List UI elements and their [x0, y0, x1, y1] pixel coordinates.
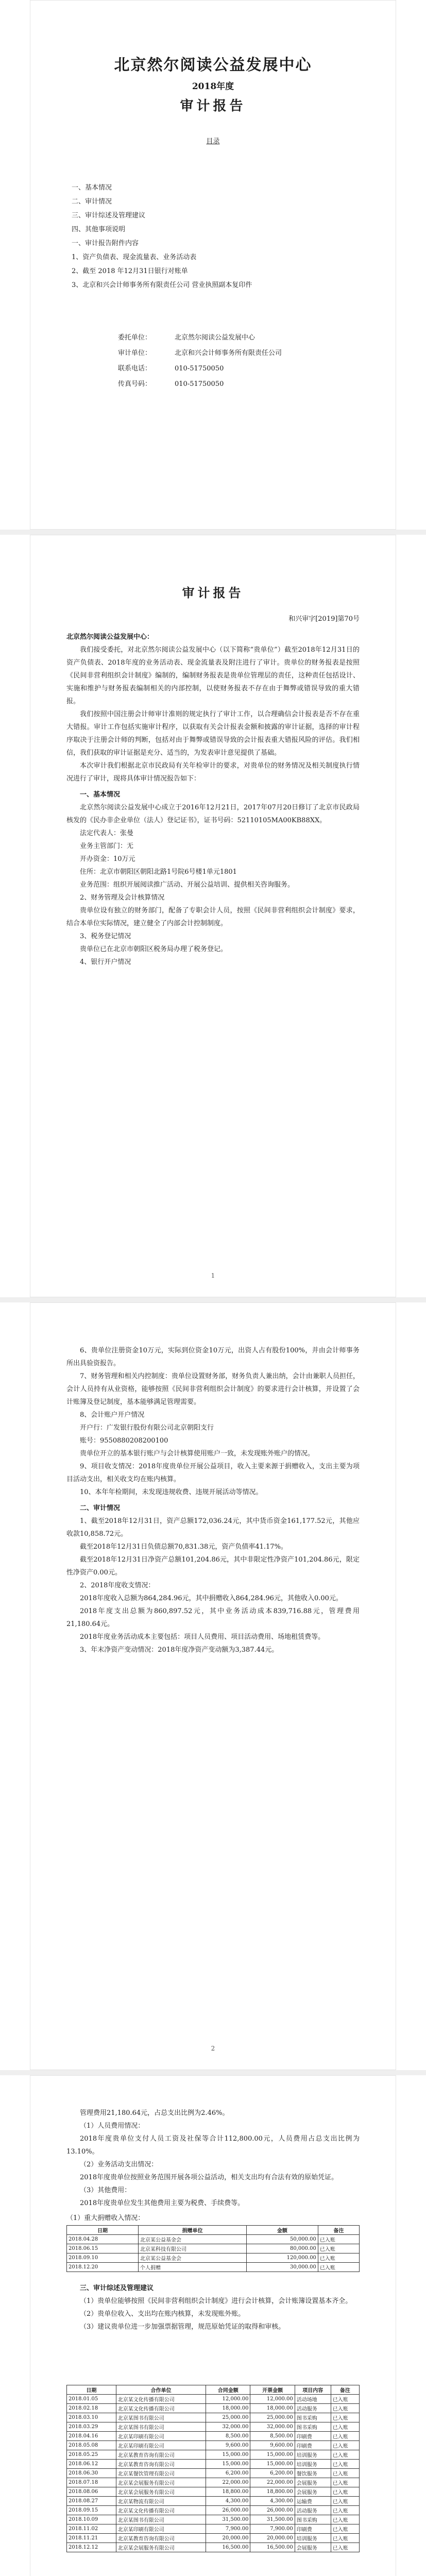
table-header: 日期: [67, 2226, 139, 2235]
table-row: 2018.09.15 北京某文化传播有限公司 26,000.00 26,000.00 活动服务 已入账: [67, 2506, 360, 2515]
table-header: 备注: [318, 2226, 359, 2235]
paragraph: 贵单位已在北京市朝阳区税务局办理了税务登记。: [80, 945, 228, 953]
report-info: [118, 330, 282, 392]
table-row: 2018.11.21 北京某教育咨询有限公司 20,000.00 20,000.00 培训服务 已入账: [67, 2534, 360, 2543]
paragraph: 业务主管部门：无: [80, 842, 134, 850]
toc-list: [72, 181, 252, 292]
info-row: 传真号码： 010-51750050: [118, 380, 224, 388]
paragraph: 2018年度贵单位支付人员工资及社保等合计112,800.00元，人员费用占总支出比例为13.10%。: [66, 2135, 360, 2156]
cover-page: [30, 0, 396, 530]
paragraph: （3）建议贵单位进一步加强票据管理，规范原始凭证的取得和审核。: [80, 2323, 285, 2331]
paragraph: 6、贵单位注册资金10万元，实际到位资金10万元，出资人占有股份100%，并由会计师事务所出具验资报告。: [66, 1347, 360, 1367]
table-header: 日期: [67, 2385, 116, 2395]
table-row: 2018.06.12 北京某教育咨询有限公司 15,000.00 15,000.00 培训服务 已入账: [67, 2460, 360, 2469]
toc-item: 一、基本情况: [72, 184, 112, 192]
table-row: 2018.03.29 北京某图书有限公司 32,000.00 32,000.00 图书采购 已入账: [67, 2422, 360, 2432]
table-row: 2018.08.27 北京某物流有限公司 4,300.00 4,300.00 运输费 已入账: [67, 2497, 360, 2506]
paragraph: 账号：9550880208200100: [80, 1437, 168, 1445]
table-row: 2018.09.10 北京某公益基金会 120,000.00 已入账: [67, 2253, 360, 2263]
paragraph: 北京然尔阅读公益发展中心成立于2016年12月21日，2017年07月20日修订了北京市民政局核发的《民办非企业单位（法人）登记证书》，证书号码：52110105MA00KB88XX。: [66, 804, 360, 824]
paragraph: 2018年度贵单位按照业务范围开展各项公益活动，相关支出均有合法有效的原始凭证。: [80, 2174, 338, 2181]
table-row: 2018.12.20 个人捐赠 30,000.00 已入账: [67, 2263, 360, 2272]
paragraph: 8、会计账户开户情况: [80, 1411, 145, 1419]
paragraph: （1）人员费用情况：: [80, 2122, 145, 2130]
paragraph: 管理费用21,180.64元，占总支出比例为2.46%。: [80, 2109, 229, 2117]
table-row: 2018.06.30 北京某餐饮管理有限公司 6,200.00 6,200.00 餐饮服务 已入账: [67, 2469, 360, 2478]
table-row: 2018.07.18 北京某会展服务有限公司 22,000.00 22,000.00 会展服务 已入账: [67, 2478, 360, 2487]
table-row: 2018.10.09 北京某图书有限公司 31,500.00 31,500.00 图书采购 已入账: [67, 2515, 360, 2524]
toc-item: 二、审计情况: [72, 198, 112, 206]
paragraph: 3、税务登记情况: [80, 933, 131, 940]
report-heading: 审计报告: [182, 585, 244, 600]
toc-item: 四、其他事项说明: [72, 226, 126, 233]
table-row: 2018.12.12 北京某会展服务有限公司 16,500.00 16,500.00 会展服务 已入账: [67, 2543, 360, 2552]
section-heading: 三、审计综述及管理建议: [80, 2284, 154, 2292]
addressee: 北京然尔阅读公益发展中心：: [66, 633, 154, 641]
table-row: 2018.08.06 北京某会展服务有限公司 18,800.00 18,800.00 会展服务 已入账: [67, 2487, 360, 2497]
table-header: 项目内容: [295, 2385, 331, 2395]
table-header: 金额: [246, 2226, 318, 2235]
table-header: 合同金额: [206, 2385, 250, 2395]
paragraph: 2、2018年度收支情况：: [80, 1582, 155, 1589]
toc-item: 一、审计报告附件内容: [72, 240, 139, 247]
paragraph: 贵单位开立的基本银行账户与会计核算使用账户一致，未发现账外账户的情况。: [80, 1450, 315, 1458]
paragraph: 开户行：广发银行股份有限公司北京朝阳支行: [80, 1424, 214, 1432]
table-row: 2018.11.02 北京某印刷有限公司 7,900.00 7,900.00 印刷费 已入账: [67, 2524, 360, 2534]
table-row: 2018.05.08 北京某印刷有限公司 9,600.00 9,600.00 印刷费 已入账: [67, 2441, 360, 2450]
paragraph: 我们接受委托，对北京然尔阅读公益发展中心（以下简称“贵单位”）截至2018年12月31日的资产负债表、2018年度的业务活动表、现金流量表及附注进行了审计。贵单位的财务报表是按照《民间非营利组织会计制度》编制的，编制财务报表是贵单位管理层的责任，这种责任包括设计、实施和维护与财务报表编制相关的内部控制，以使财务报表不存在由于舞弊或错误导致的重大错报。: [66, 646, 360, 705]
paragraph: 1、截至2018年12月31日，资产总额172,036.24元，其中货币资金161,177.52元，其他应收款10,858.72元。: [66, 1517, 360, 1538]
expense-table: [66, 2385, 360, 2552]
paragraph: 2、财务管理及会计核算情况: [80, 894, 165, 902]
toc-item: 2、截至 2018 年12月31日银行对账单: [72, 267, 188, 275]
section-heading: 二、审计情况: [80, 1504, 121, 1512]
paragraph: 7、财务管理和相关内控制度：贵单位设置财务部，财务负责人兼出纳，会计由兼职人员担任，会计人员持有从业资格，能够按照《民间非营利组织会计制度》的要求进行会计核算，并设置了会计账簿及登记制度，基本能够满足管理需要。: [66, 1372, 360, 1406]
report-page-1: [30, 535, 396, 1297]
org-title: 北京然尔阅读公益发展中心: [114, 56, 312, 74]
paragraph: （1）重大捐赠收入情况：: [66, 2214, 145, 2222]
paragraph: 10、本年年检期间，未发现违规收费、违规开展活动等情况。: [80, 1488, 263, 1496]
donation-table: [66, 2225, 360, 2272]
paragraph: （1）贵单位能够按照《民间非营利组织会计制度》进行会计核算，会计账簿设置基本齐全。: [80, 2297, 352, 2305]
table-row: 2018.01.05 北京某文化传播有限公司 12,000.00 12,000.00 活动场地 已入账: [67, 2395, 360, 2404]
paragraph: 截至2018年12月31日负债总额70,831.38元，资产负债率41.17%。: [80, 1543, 287, 1551]
toc-heading: 目录: [206, 138, 220, 145]
page-number: 2: [211, 2045, 215, 2052]
table-row: 2018.02.18 北京某文化传播有限公司 18,000.00 18,000.00 活动服务 已入账: [67, 2404, 360, 2413]
table-header: 备注: [331, 2385, 359, 2395]
paragraph: 业务范围：组织开展阅读推广活动、开展公益培训、提供相关咨询服务。: [80, 881, 295, 889]
page-number: 1: [211, 1272, 215, 1279]
paragraph: 3、年末净资产变动情况：2018年度净资产变动额为3,387.44元。: [80, 1646, 279, 1654]
table-row: 2018.04.16 北京某印刷有限公司 8,500.00 8,500.00 印刷费 已入账: [67, 2432, 360, 2441]
paragraph: 开办资金：10万元: [80, 855, 135, 863]
paragraph: 2018年度业务活动成本主要包括：项目人员费用、项目活动费用、场地租赁费等。: [80, 1633, 325, 1641]
paragraph: 2018年度贵单位发生其他费用主要为税费、手续费等。: [80, 2199, 245, 2207]
paragraph: 2018年度收入总额为864,284.96元，其中捐赠收入864,284.96元，其他收入0.00元。: [80, 1595, 343, 1602]
info-row: 联系电话： 010-51750050: [118, 365, 224, 372]
table-header: 捐赠单位: [139, 2226, 247, 2235]
paragraph: 9、项目收支情况：2018年度贵单位开展公益项目，收入主要来源于捐赠收入，支出主要为项目活动支出，相关收支均在账内核算。: [66, 1463, 360, 1483]
paragraph: 截至2018年12月31日净资产总额101,204.86元，其中非限定性净资产101,204.86元，限定性净资产0.00元。: [66, 1556, 360, 1577]
report-page-3: [30, 2075, 396, 2576]
report-page-2: [30, 1302, 396, 2070]
paragraph: 4、银行开户情况: [80, 958, 131, 966]
paragraph: （2）业务活动支出情况：: [80, 2161, 158, 2168]
info-row: 委托单位： 北京然尔阅读公益发展中心: [118, 334, 255, 342]
table-row: 2018.04.28 北京某公益基金会 50,000.00 已入账: [67, 2235, 360, 2244]
report-title: 审计报告: [180, 98, 246, 114]
paragraph: 我们按照中国注册会计师审计准则的规定执行了审计工作，以合理确信会计报表是否不存在重大错报。审计工作包括实施审计程序，以获取有关会计报表金额和披露的审计证据，选择的审计程序取决于注册会计师的判断，包括对由于舞弊或错误导致的会计报表重大错报风险的评估。我们相信，我们获取的审计证据是充分、适当的，为发表审计意见提供了基础。: [66, 710, 360, 757]
table-row: 2018.06.15 北京某科技有限公司 80,000.00 已入账: [67, 2244, 360, 2253]
toc-item: 三、审计综述及管理建议: [72, 212, 146, 219]
table-row: 2018.03.10 北京某图书有限公司 25,000.00 25,000.00 图书采购 已入账: [67, 2413, 360, 2422]
report-number: 和兴审字[2019]第70号: [288, 615, 360, 623]
info-row: 审计单位： 北京和兴会计师事务所有限责任公司: [118, 349, 282, 357]
paragraph: 贵单位设有独立的财务部门，配备了专职会计人员，按照《民间非营利组织会计制度》要求，结合本单位实际情况，建立健全了内部会计控制制度。: [66, 907, 360, 927]
table-row: 2018.05.25 北京某教育咨询有限公司 15,000.00 15,000.00 培训服务 已入账: [67, 2450, 360, 2460]
paragraph: 住所：北京市朝阳区朝阳北路1号院6号楼1单元1801: [80, 868, 237, 876]
paragraph: 法定代表人：张曼: [80, 829, 134, 837]
toc-item: 3、北京和兴会计师事务所有限责任公司 营业执照副本复印件: [72, 281, 252, 289]
table-header: 开票金额: [250, 2385, 295, 2395]
table-header: 合作单位: [116, 2385, 206, 2395]
toc-item: 1、资产负债表、现金流量表、业务活动表: [72, 253, 197, 261]
paragraph: 本次审计我们根据北京市民政局有关年检审计的要求，对贵单位的财务情况及相关制度执行情况进行了审计，现将具体审计情况报告如下：: [66, 762, 360, 783]
paragraph: （3）其他费用：: [80, 2187, 131, 2194]
paragraph: （2）贵单位收入、支出均在账内核算，未发现账外账。: [80, 2310, 245, 2318]
report-year: 2018年度: [192, 81, 234, 92]
section-heading: 一、基本情况: [80, 791, 121, 799]
paragraph: 2018年度支出总额为860,897.52元，其中业务活动成本839,716.88元，管理费用21,180.64元。: [66, 1607, 360, 1628]
